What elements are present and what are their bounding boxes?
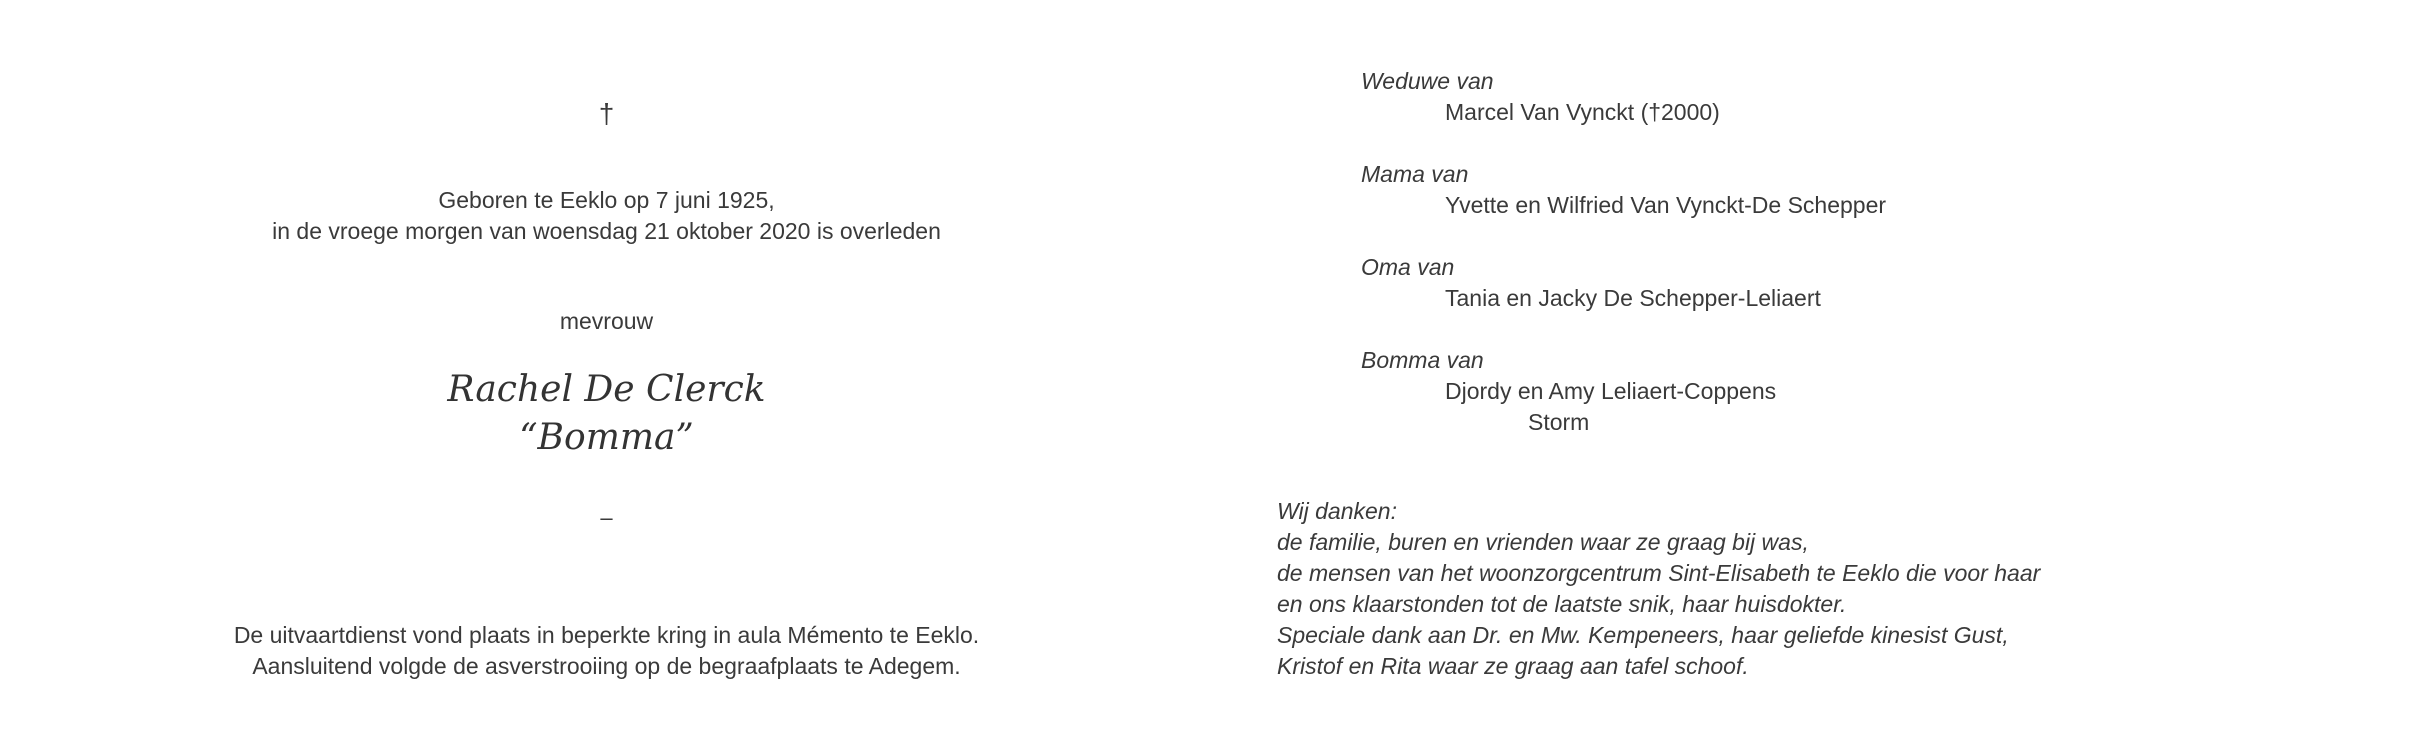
relation-name-great-great-grandchild: Storm (1528, 409, 1590, 435)
funeral-line: De uitvaartdienst vond plaats in beperkte kring in aula Mémento te Eeklo. (233, 622, 980, 648)
death-line: in de vroege morgen van woensdag 21 oktober 2020 is overleden (272, 218, 941, 244)
funeral-notice (0, 620, 1213, 682)
nickname: “Bomma” (519, 417, 694, 458)
divider-dash: – (600, 505, 613, 530)
relation-name-grandchildren: Tania en Jacky De Schepper-Leliaert (1445, 285, 1821, 311)
relation-label-great-grandmother: Bomma van (1361, 347, 1484, 373)
deceased-name (0, 366, 1213, 462)
cross-icon: † (598, 98, 615, 129)
thanks-line: de familie, buren en vrienden waar ze graag bij was, (1277, 529, 1809, 555)
full-name: Rachel De Clerck (447, 369, 766, 410)
relation-label-widow: Weduwe van (1361, 68, 1494, 94)
relation-label-grandmother: Oma van (1361, 254, 1455, 280)
thanks-line: en ons klaarstonden tot de laatste snik, haar huisdokter. (1277, 591, 1847, 617)
thanks-line: Kristof en Rita waar ze graag aan tafel schoof. (1277, 653, 1749, 679)
thanks-heading: Wij danken: (1277, 498, 1397, 524)
relation-name-widow: Marcel Van Vynckt (†2000) (1445, 99, 1720, 125)
ash-scattering-line: Aansluitend volgde de asverstrooiing op de begraafplaats te Adegem. (252, 653, 961, 679)
relation-name-great-grandchildren: Djordy en Amy Leliaert-Coppens (1445, 378, 1777, 404)
right-panel (1213, 0, 2427, 754)
thanks-block (1277, 496, 2040, 682)
left-panel (0, 0, 1213, 754)
birth-line: Geboren te Eeklo op 7 juni 1925, (438, 187, 775, 213)
relation-name-children: Yvette en Wilfried Van Vynckt-De Schepper (1445, 192, 1887, 218)
relation-label-mother: Mama van (1361, 161, 1469, 187)
honorific-title: mevrouw (559, 308, 654, 334)
thanks-line: de mensen van het woonzorgcentrum Sint-Elisabeth te Eeklo die voor haar (1277, 560, 2041, 586)
thanks-line: Speciale dank aan Dr. en Mw. Kempeneers, haar geliefde kinesist Gust, (1277, 622, 2009, 648)
birth-announcement (0, 185, 1213, 247)
